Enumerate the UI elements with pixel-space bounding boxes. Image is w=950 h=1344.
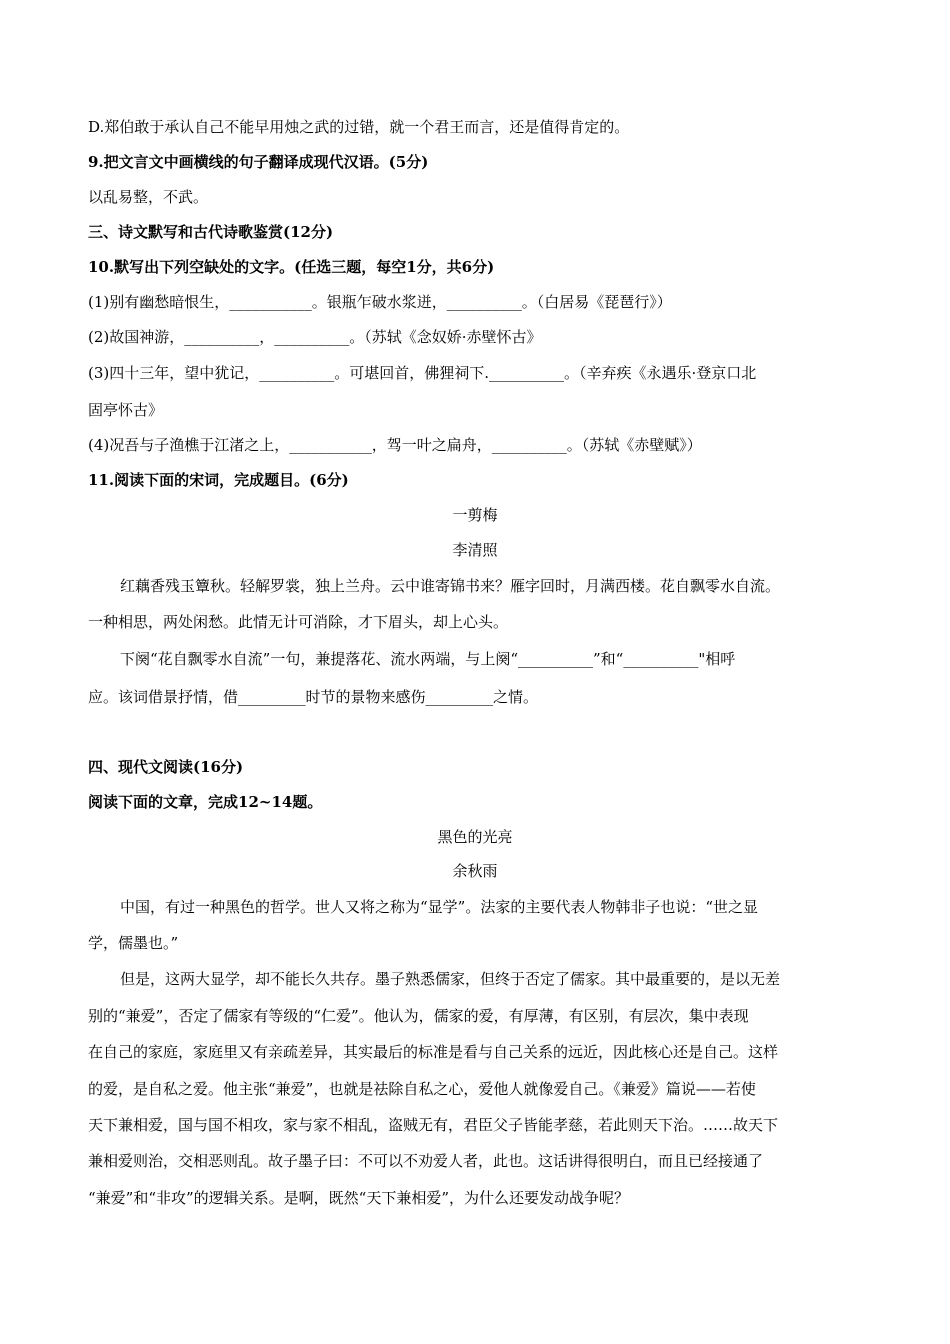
question-10-item-1: (1)别有幽愁暗恨生，___________。银瓶乍破水浆迸，__________。（白居易《琵琶行》） bbox=[88, 293, 672, 311]
essay-author: 余秋雨 bbox=[452, 862, 498, 880]
essay-paragraph-2-line-5: 天下兼相爱，国与国不相攻，家与家不相乱，盗贼无有，君臣父子皆能孝慈，若此则天下治。……故天下 bbox=[88, 1116, 779, 1134]
question-11-heading: 11.阅读下面的宋词，完成题目。(6分) bbox=[88, 471, 349, 489]
essay-title: 黑色的光亮 bbox=[437, 828, 513, 846]
section-3-heading: 三、诗文默写和古代诗歌鉴赏(12分) bbox=[88, 223, 334, 241]
essay-paragraph-1-line-1: 中国，有过一种黑色的哲学。世人又将之称为“显学”。法家的主要代表人物韩非子也说：“世之显 bbox=[120, 898, 759, 916]
question-10-item-3: (3)四十三年，望中犹记，__________。可堪回首，佛狸祠下.__________。（辛弃疾《永遇乐·登京口北 bbox=[88, 364, 757, 382]
poem-author: 李清照 bbox=[452, 541, 498, 559]
essay-paragraph-2-line-2: 别的“兼爱”，否定了儒家有等级的“仁爱”。他认为，儒家的爱，有厚薄，有区别，有层次，集中表现 bbox=[88, 1007, 749, 1025]
question-10-item-4: (4)况吾与子渔樵于江渚之上，___________，驾一叶之扁舟，__________。（苏轼《赤壁赋》） bbox=[88, 436, 702, 454]
essay-paragraph-2-line-1: 但是，这两大显学，却不能长久共存。墨子熟悉儒家，但终于否定了儒家。其中最重要的，是以无差 bbox=[120, 970, 781, 988]
poem-line-2: 一种相思，两处闲愁。此情无计可消除，才下眉头，却上心头。 bbox=[88, 613, 509, 631]
poem-title: 一剪梅 bbox=[452, 506, 498, 524]
essay-paragraph-2-line-4: 的爱，是自私之爱。他主张“兼爱”，也就是祛除自私之心，爱他人就像爱自己。《兼爱》篇说——若使 bbox=[88, 1080, 756, 1098]
essay-paragraph-1-line-2: 学，儒墨也。” bbox=[88, 934, 179, 952]
section-4-heading: 四、现代文阅读(16分) bbox=[88, 758, 244, 776]
question-11-text: 下阕“花自飘零水自流”一句，兼提落花、流水两端，与上阕“__________”和“__________"相呼 bbox=[120, 650, 736, 668]
essay-paragraph-2-line-7: “兼爱”和“非攻”的逻辑关系。是啊，既然“天下兼相爱”，为什么还要发动战争呢？ bbox=[88, 1189, 630, 1207]
question-9-sentence: 以乱易整，不武。 bbox=[88, 188, 209, 206]
question-10-heading: 10.默写出下列空缺处的文字。(任选三题，每空1分，共6分) bbox=[88, 258, 495, 276]
essay-paragraph-2-line-3: 在自己的家庭，家庭里又有亲疏差异，其实最后的标准是看与自己关系的远近，因此核心还是自己。这样 bbox=[88, 1043, 779, 1061]
question-9-heading: 9.把文言文中画横线的句子翻译成现代汉语。(5分) bbox=[88, 153, 429, 171]
question-11-text-cont: 应。该词借景抒情，借_________时节的景物来感伤_________之情。 bbox=[88, 688, 539, 706]
essay-paragraph-2-line-6: 兼相爱则治，交相恶则乱。故子墨子曰：不可以不劝爱人者，此也。这话讲得很明白，而且已经接通了 bbox=[88, 1152, 764, 1170]
question-10-item-2: (2)故国神游，__________，__________。（苏轼《念奴娇·赤壁怀古》 bbox=[88, 328, 542, 346]
poem-line-1: 红藕香残玉簟秋。轻解罗裳，独上兰舟。云中谁寄锦书来？雁字回时，月满西楼。花自飘零水自流。 bbox=[120, 577, 781, 595]
section-4-intro: 阅读下面的文章，完成12~14题。 bbox=[88, 793, 323, 811]
question-10-item-3-cont: 固亭怀古》 bbox=[88, 401, 164, 419]
option-d-line: D.郑伯敢于承认自己不能早用烛之武的过错，就一个君王而言，还是值得肯定的。 bbox=[88, 118, 630, 136]
